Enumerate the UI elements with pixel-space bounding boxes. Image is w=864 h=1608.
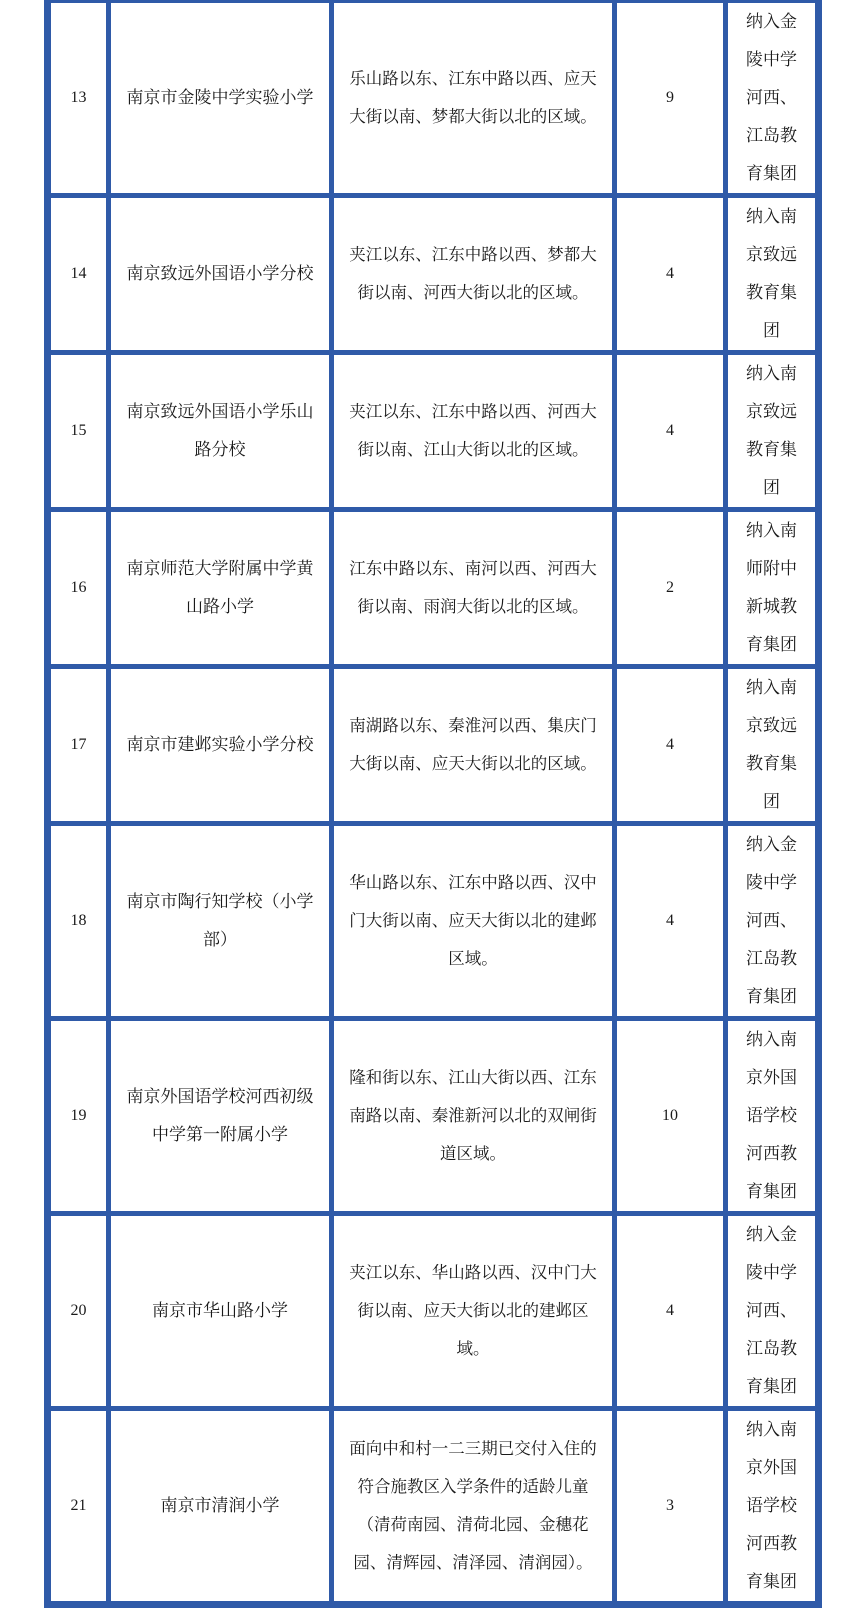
school-name: 南京市华山路小学 (110, 1215, 330, 1407)
education-group: 纳入金陵中学河西、江岛教育集团 (727, 2, 816, 194)
school-name: 南京外国语学校河西初级中学第一附属小学 (110, 1020, 330, 1212)
row-number: 20 (50, 1215, 107, 1407)
district-area: 夹江以东、华山路以西、汉中门大街以南、应天大街以北的建邺区域。 (333, 1215, 613, 1407)
table-row (50, 825, 816, 1017)
school-district-table (47, 0, 819, 1605)
table-row (50, 668, 816, 822)
row-number: 17 (50, 668, 107, 822)
table-row (50, 1215, 816, 1407)
class-count: 9 (616, 2, 724, 194)
class-count: 4 (616, 668, 724, 822)
school-name: 南京师范大学附属中学黄山路小学 (110, 511, 330, 665)
district-area: 面向中和村一二三期已交付入住的符合施教区入学条件的适龄儿童（清荷南园、清荷北园、金穗花园、清辉园、清泽园、清润园）。 (333, 1410, 613, 1602)
table-row (50, 354, 816, 508)
school-name: 南京市建邺实验小学分校 (110, 668, 330, 822)
row-number: 13 (50, 2, 107, 194)
school-name: 南京市陶行知学校（小学部） (110, 825, 330, 1017)
class-count: 10 (616, 1020, 724, 1212)
table-row (50, 511, 816, 665)
district-area: 隆和街以东、江山大街以西、江东南路以南、秦淮新河以北的双闸街道区域。 (333, 1020, 613, 1212)
class-count: 4 (616, 1215, 724, 1407)
class-count: 3 (616, 1410, 724, 1602)
education-group: 纳入南京外国语学校河西教育集团 (727, 1020, 816, 1212)
row-number: 21 (50, 1410, 107, 1602)
row-number: 19 (50, 1020, 107, 1212)
row-number: 18 (50, 825, 107, 1017)
school-name: 南京致远外国语小学乐山路分校 (110, 354, 330, 508)
class-count: 4 (616, 354, 724, 508)
education-group: 纳入南京致远教育集团 (727, 668, 816, 822)
row-number: 14 (50, 197, 107, 351)
row-number: 15 (50, 354, 107, 508)
education-group: 纳入南京致远教育集团 (727, 354, 816, 508)
education-group: 纳入南京致远教育集团 (727, 197, 816, 351)
school-name: 南京市金陵中学实验小学 (110, 2, 330, 194)
education-group: 纳入南京外国语学校河西教育集团 (727, 1410, 816, 1602)
class-count: 4 (616, 197, 724, 351)
table-row (50, 1020, 816, 1212)
district-area: 华山路以东、江东中路以西、汉中门大街以南、应天大街以北的建邺区域。 (333, 825, 613, 1017)
district-area: 夹江以东、江东中路以西、梦都大街以南、河西大街以北的区域。 (333, 197, 613, 351)
table-row (50, 2, 816, 194)
district-area: 夹江以东、江东中路以西、河西大街以南、江山大街以北的区域。 (333, 354, 613, 508)
class-count: 4 (616, 825, 724, 1017)
school-name: 南京市清润小学 (110, 1410, 330, 1602)
school-name: 南京致远外国语小学分校 (110, 197, 330, 351)
enrollment-table (44, 0, 822, 1608)
row-number: 16 (50, 511, 107, 665)
class-count: 2 (616, 511, 724, 665)
district-area: 南湖路以东、秦淮河以西、集庆门大街以南、应天大街以北的区域。 (333, 668, 613, 822)
district-area: 乐山路以东、江东中路以西、应天大街以南、梦都大街以北的区域。 (333, 2, 613, 194)
education-group: 纳入金陵中学河西、江岛教育集团 (727, 825, 816, 1017)
education-group: 纳入金陵中学河西、江岛教育集团 (727, 1215, 816, 1407)
table-row (50, 197, 816, 351)
district-area: 江东中路以东、南河以西、河西大街以南、雨润大街以北的区域。 (333, 511, 613, 665)
education-group: 纳入南师附中新城教育集团 (727, 511, 816, 665)
table-row (50, 1410, 816, 1602)
